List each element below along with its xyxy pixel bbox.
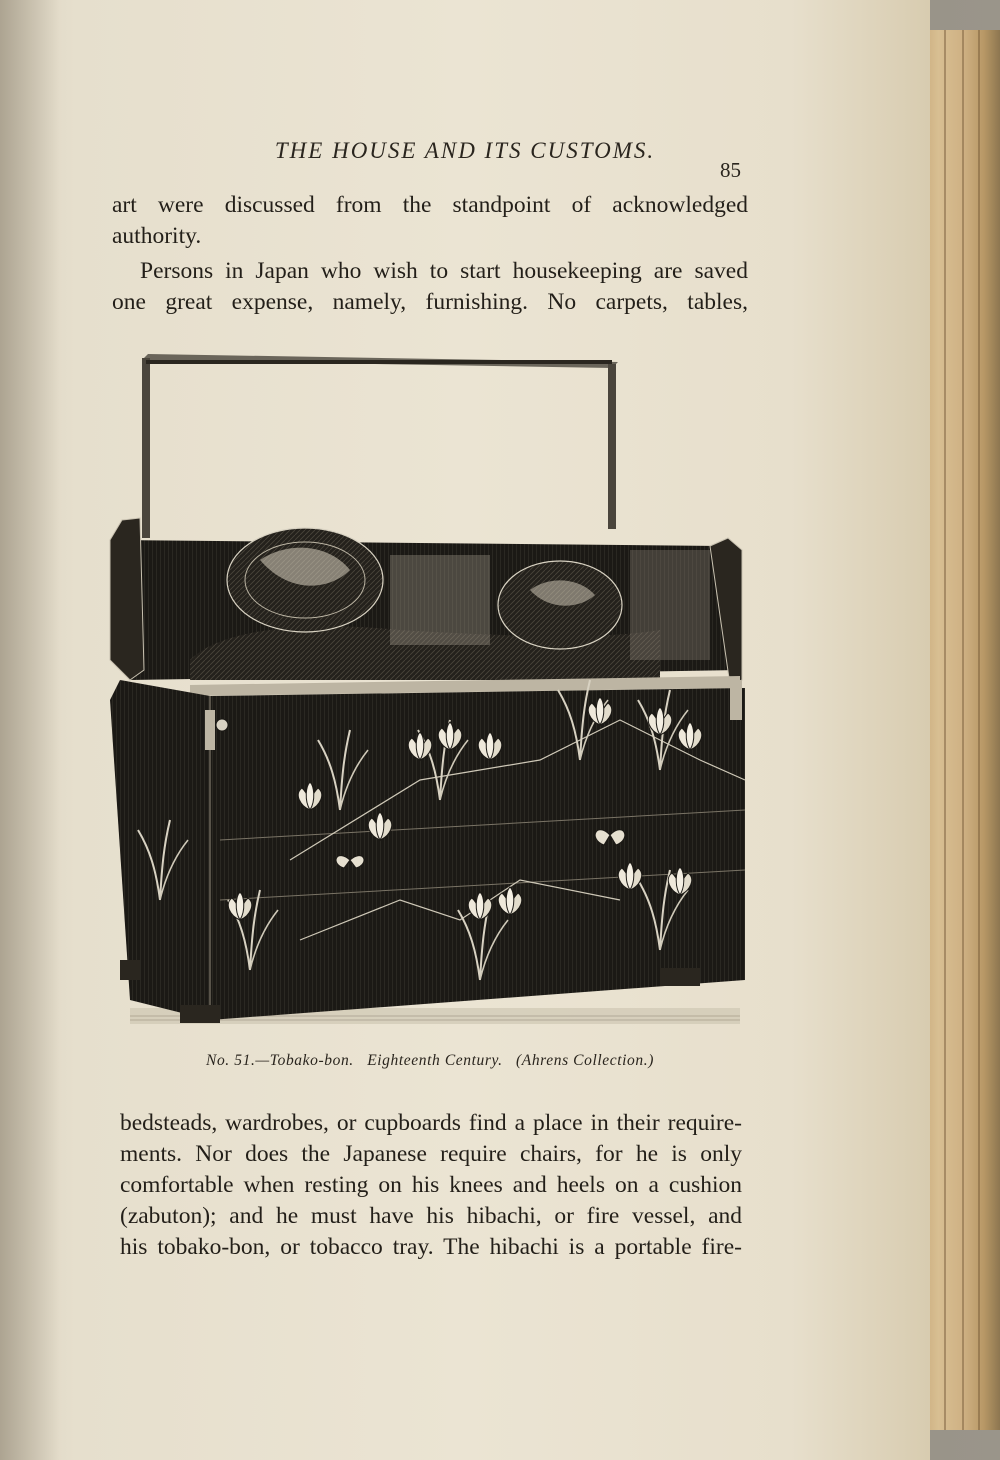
text-line: comfortable when resting on his knees and heels on a cushion bbox=[120, 1172, 742, 1198]
paragraph-2 bbox=[112, 256, 748, 318]
running-head: THE HOUSE AND ITS CUSTOMS. bbox=[274, 138, 656, 163]
text-line: (zabuton); and he must have his hibachi, or fire vessel, and bbox=[120, 1203, 742, 1229]
page-edges bbox=[918, 30, 1000, 1430]
paragraph-1 bbox=[112, 190, 748, 252]
text-line: Persons in Japan who wish to start housekeeping are saved bbox=[140, 258, 748, 284]
lacquered-tobacco-box-icon bbox=[100, 340, 760, 1040]
illustration-tobako-bon bbox=[100, 340, 760, 1040]
text-line: bedsteads, wardrobes, or cupboards find a place in their require- bbox=[120, 1110, 742, 1136]
figure-caption: No. 51.—Tobako-bon. Eighteenth Century. (Ahrens Collection.) bbox=[206, 1052, 654, 1069]
text-line: his tobako-bon, or tobacco tray. The hibachi is a portable fire- bbox=[120, 1234, 742, 1260]
text-line: authority. bbox=[112, 223, 202, 249]
text-line: art were discussed from the standpoint of acknowledged bbox=[112, 192, 748, 218]
paragraph-3 bbox=[120, 1108, 742, 1263]
text-line: ments. Nor does the Japanese require chairs, for he is only bbox=[120, 1141, 742, 1167]
gutter-shadow bbox=[0, 0, 60, 1460]
text-line: one great expense, namely, furnishing. No carpets, tables, bbox=[112, 289, 748, 315]
page-number: 85 bbox=[720, 158, 741, 182]
